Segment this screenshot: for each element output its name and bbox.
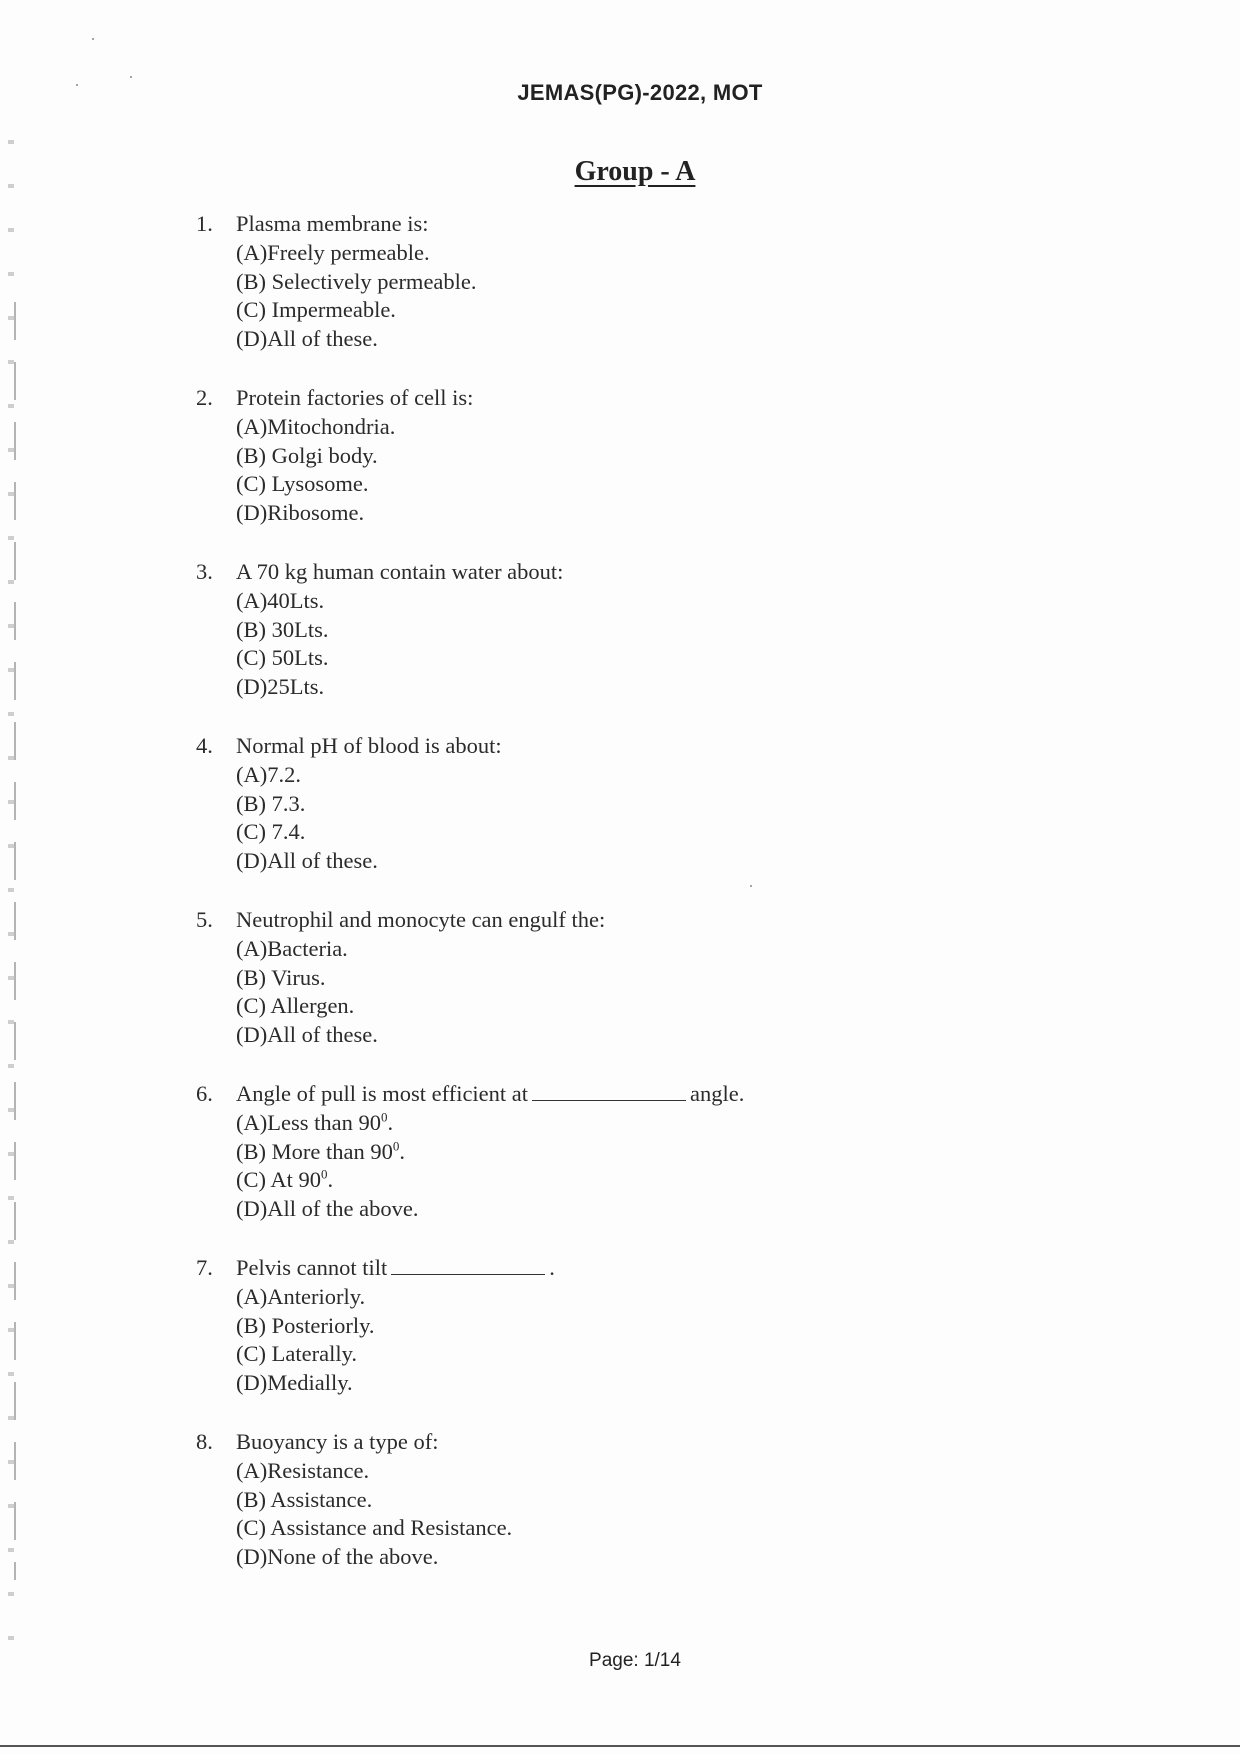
question-7 bbox=[196, 1253, 1096, 1397]
option-a: (A)7.2. bbox=[236, 762, 301, 787]
option-d: (D)25Lts. bbox=[236, 673, 325, 699]
option-c: (C) Laterally. bbox=[236, 1341, 357, 1366]
question-text-before-blank: Angle of pull is most efficient at bbox=[236, 1081, 529, 1106]
fill-in-blank bbox=[532, 1080, 686, 1101]
question-4 bbox=[196, 731, 1096, 875]
question-8 bbox=[196, 1427, 1096, 1571]
question-text-before-blank: Pelvis cannot tilt bbox=[236, 1255, 388, 1280]
option-text: (D)All of the above. bbox=[236, 1195, 419, 1221]
degree-superscript: 0 bbox=[321, 1166, 328, 1182]
option-b: (B) Assistance. bbox=[236, 1486, 373, 1512]
question-stem bbox=[196, 1079, 1096, 1109]
option-a: (A)40Lts. bbox=[236, 588, 325, 613]
question-stem bbox=[196, 557, 1096, 587]
option-b: (B) Selectively permeable. bbox=[236, 268, 477, 294]
option-list bbox=[236, 587, 1096, 701]
question-number: 3. bbox=[196, 559, 213, 584]
question-stem bbox=[196, 905, 1096, 935]
option-c: (C) Assistance and Resistance. bbox=[236, 1515, 513, 1540]
option-d: (D)All of these. bbox=[236, 325, 378, 351]
option-a: (A)Freely permeable. bbox=[236, 240, 430, 265]
question-number: 1. bbox=[196, 211, 213, 236]
question-1 bbox=[196, 209, 1096, 353]
option-c: (C) 50Lts. bbox=[236, 645, 329, 670]
option-text: (A)Less than 90 bbox=[236, 1110, 381, 1135]
option-list bbox=[236, 1457, 1096, 1571]
option-text: (B) More than 90 bbox=[236, 1138, 393, 1164]
option-c bbox=[236, 1166, 1096, 1195]
fill-in-blank bbox=[391, 1254, 545, 1275]
option-d: (D)None of the above. bbox=[236, 1543, 439, 1569]
option-list bbox=[236, 413, 1096, 527]
option-list bbox=[236, 239, 1096, 353]
option-a: (A)Bacteria. bbox=[236, 936, 348, 961]
question-stem bbox=[196, 383, 1096, 413]
exam-code-header: JEMAS(PG)-2022, MOT bbox=[517, 80, 763, 105]
question-3 bbox=[196, 557, 1096, 701]
option-b: (B) Virus. bbox=[236, 964, 326, 990]
question-number: 7. bbox=[196, 1255, 213, 1280]
group-title-text: Group - A bbox=[574, 156, 696, 187]
question-text: Neutrophil and monocyte can engulf the: bbox=[236, 907, 606, 932]
question-5 bbox=[196, 905, 1096, 1049]
question-stem bbox=[196, 209, 1096, 239]
option-d: (D)All of these. bbox=[236, 847, 378, 873]
option-list bbox=[236, 761, 1096, 875]
option-text: (C) At 90 bbox=[236, 1167, 322, 1192]
question-2 bbox=[196, 383, 1096, 527]
option-end: . bbox=[327, 1167, 334, 1192]
question-text: A 70 kg human contain water about: bbox=[236, 559, 564, 584]
scan-speck bbox=[130, 76, 132, 78]
option-b: (B) 7.3. bbox=[236, 790, 306, 816]
question-number: 2. bbox=[196, 385, 213, 410]
option-c: (C) Lysosome. bbox=[236, 471, 369, 496]
scan-edge-artifact-2 bbox=[14, 280, 16, 1580]
scan-speck bbox=[92, 38, 94, 40]
question-text: Buoyancy is a type of: bbox=[236, 1429, 439, 1454]
option-d: (D)All of these. bbox=[236, 1021, 378, 1047]
question-number: 6. bbox=[196, 1081, 213, 1106]
question-text-after-blank: . bbox=[549, 1255, 555, 1280]
option-d: (D)Medially. bbox=[236, 1369, 353, 1395]
option-b bbox=[236, 1138, 1096, 1167]
question-stem bbox=[196, 1253, 1096, 1283]
group-title bbox=[0, 156, 1240, 188]
bottom-scan-line bbox=[0, 1745, 1240, 1747]
option-end: . bbox=[399, 1138, 405, 1164]
option-d: (D)Ribosome. bbox=[236, 499, 365, 525]
question-stem bbox=[196, 731, 1096, 761]
option-a: (A)Anteriorly. bbox=[236, 1284, 366, 1309]
question-text: Normal pH of blood is about: bbox=[236, 733, 502, 758]
option-list bbox=[236, 935, 1096, 1049]
option-end: . bbox=[387, 1110, 394, 1135]
option-b: (B) Golgi body. bbox=[236, 442, 378, 468]
page-number-footer: Page: 1/14 bbox=[589, 1650, 681, 1671]
option-a: (A)Resistance. bbox=[236, 1458, 370, 1483]
question-text-after-blank: angle. bbox=[690, 1081, 745, 1106]
question-stem bbox=[196, 1427, 1096, 1457]
degree-superscript: 0 bbox=[392, 1138, 400, 1153]
degree-superscript: 0 bbox=[380, 1109, 388, 1125]
option-c: (C) Impermeable. bbox=[236, 297, 396, 322]
option-a: (A)Mitochondria. bbox=[236, 414, 396, 439]
option-list bbox=[236, 1109, 1096, 1223]
question-text: Protein factories of cell is: bbox=[236, 385, 474, 410]
option-d bbox=[236, 1195, 1096, 1224]
question-number: 8. bbox=[196, 1429, 213, 1454]
option-b: (B) Posteriorly. bbox=[236, 1312, 375, 1338]
option-b: (B) 30Lts. bbox=[236, 616, 329, 642]
question-text: Plasma membrane is: bbox=[236, 211, 429, 236]
question-number: 5. bbox=[196, 907, 213, 932]
option-c: (C) 7.4. bbox=[236, 819, 306, 844]
question-6 bbox=[196, 1079, 1096, 1223]
question-number: 4. bbox=[196, 733, 213, 758]
question-list bbox=[196, 209, 1096, 1601]
option-list bbox=[236, 1283, 1096, 1397]
option-c: (C) Allergen. bbox=[236, 993, 355, 1018]
option-a bbox=[236, 1109, 1096, 1138]
